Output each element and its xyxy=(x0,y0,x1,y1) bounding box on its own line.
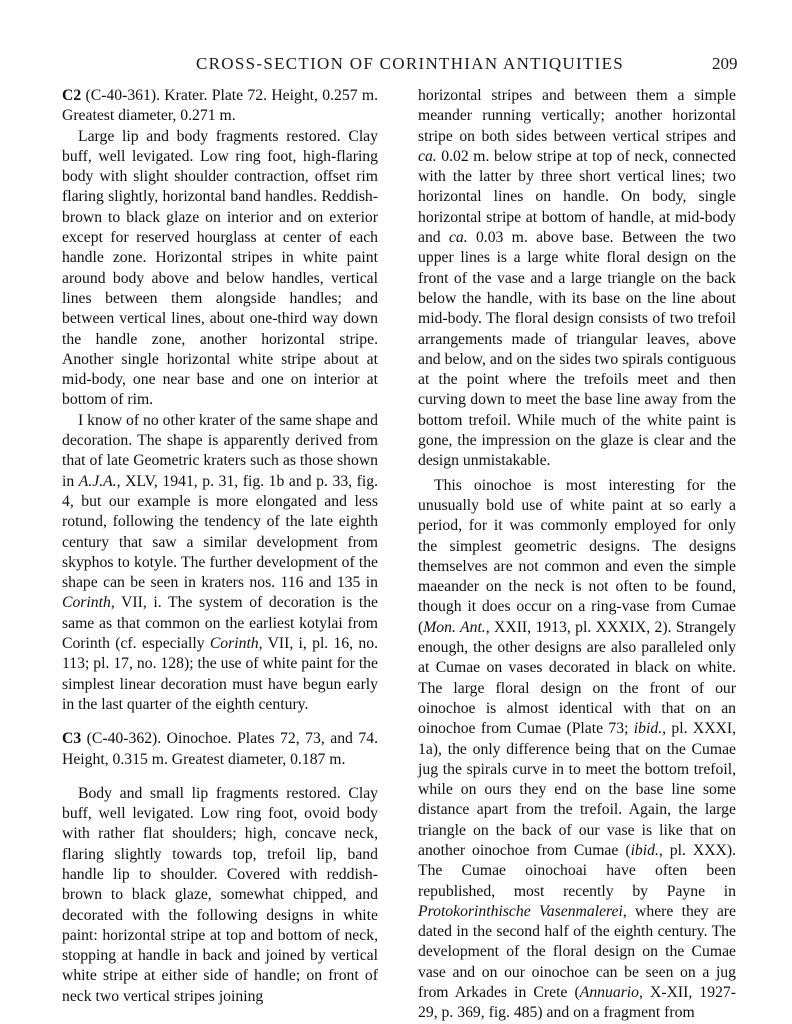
c2-discussion xyxy=(62,411,378,715)
journal-citation: A.J.A. xyxy=(78,472,117,490)
abbreviation: ca. xyxy=(418,147,437,165)
book-title: Protokorinthische Vasenmalerei xyxy=(418,902,623,920)
journal-citation: Annuario xyxy=(579,984,639,1002)
left-column xyxy=(62,86,378,1007)
page-number: 209 xyxy=(712,54,738,73)
right-column xyxy=(418,86,736,1024)
text-run: This oinochoe is most interesting for the unusually bold use of white paint at so early a period, for it was commonly employed for only the simplest geometric designs. The designs themselves are not common and even the simple maeander on the neck is not often to be found, though it does occur on a ring-vase from Cumae ( xyxy=(418,476,736,636)
c3-catalogue-number: C3 xyxy=(62,730,82,748)
c3-heading xyxy=(62,729,378,770)
c2-heading xyxy=(62,86,378,127)
c3-description-continued xyxy=(418,86,736,472)
c3-heading-text: (C-40-362). Oinochoe. Plates 72, 73, and 74. Height, 0.315 m. Greatest diameter, 0.187 m. xyxy=(62,730,378,768)
journal-citation: Mon. Ant. xyxy=(423,618,486,636)
abbreviation: ca. xyxy=(448,229,468,247)
c3-description: Body and small lip fragments restored. Clay buff, well levigated. Low ring foot, ovoid body with rather flat shoulders; high, concave neck, flaring slightly towards top, trefoil lip, band handle lip to shoulder. Covered with reddish-brown to black glaze, somewhat chipped, and decorated with the following designs in white paint: horizontal stripe at top and bottom of neck, stopping at handle in back and joined by vertical white stripe at either side of handle; on front of neck two vertical stripes joining xyxy=(62,784,378,1005)
text-run: , pl. XXX). The Cumae oinochoai have often been republished, most recently by Payne in xyxy=(418,841,736,900)
journal-citation: ibid. xyxy=(630,841,659,859)
text-run: , VII, i. The system of decoration is the same as that common on the earliest kotylai from Corinth (cf. especially xyxy=(62,594,378,653)
text-run: , pl. XXXI, 1a), the only difference being that on the Cumae jug the spirals curve in to meet the bottom trefoil, while on ours they end on the base line some distance apart from the trefoil. Again, the large triangle on the back of our vase is like that on another oinochoe from Cumae ( xyxy=(418,720,736,859)
text-run: 0.03 m. above base. Between the two upper lines is a large white floral design on the front of the vase and a large triangle on the back below the handle, with its base on the line about mid-body. The floral design consists of two trefoil arrangements made of triangular leaves, above and below, and on the sides two spirals contiguous at the point where the trefoils meet and then curving down to meet the base line away from the bottom trefoil. While much of the white paint is gone, the impression on the glaze is clear and the design unmistakable. xyxy=(418,229,736,470)
c2-catalogue-number: C2 xyxy=(62,87,82,104)
text-run: , X-XII, 1927-29, p. 369, fig. 485) and on a fragment from xyxy=(418,984,736,1022)
text-run: , XLV, 1941, p. 31, fig. 1b and p. 33, fig. 4, but our example is more elongated and less rotund, following the tendency of the late eighth century that saw a similar development from skyphos to kotyle. The further development of the shape can be seen in kraters nos. 116 and 135 in xyxy=(62,472,378,592)
journal-citation: Corinth xyxy=(62,594,111,612)
c2-description: Large lip and body fragments restored. Clay buff, well levigated. Low ring foot, high-flaring body with slight shoulder contraction, offset rim flaring slightly, horizontal band handles. Reddish-brown to black glaze on interior and on exterior except for reserved hourglass at center of each handle zone. Horizontal stripes in white paint around body above and below handles, vertical lines between them alongside handles; and between vertical lines, about one-third way down the handle zone, another horizontal stripe. Another single horizontal white stripe about at mid-body, one near base and one on interior at bottom of rim. xyxy=(62,127,378,409)
c3-discussion xyxy=(418,476,736,1024)
text-run: 0.02 m. below stripe at top of neck, connected with the latter by three short vertical lines; two horizontal lines on handle. On body, single horizontal stripe at bottom of handle, at mid-body and xyxy=(418,147,736,247)
text-run: , VII, i, pl. 16, no. 113; pl. 17, no. 128); the use of white paint for the simplest linear decoration must have begun early in the last quarter of the eighth century. xyxy=(62,635,378,713)
text-run: horizontal stripes and between them a simple meander running vertically; another horizontal stripe on both sides between vertical stripes and xyxy=(418,87,736,145)
journal-citation: Corinth xyxy=(209,635,259,653)
text-run: , where they are dated in the second half of the eighth century. The development of the floral design on the Cumae vase and on our oinochoe can be seen on a jug from Arkades in Crete ( xyxy=(418,902,736,1002)
text-run: , XXII, 1913, pl. XXXIX, 2). Strangely enough, the other designs are also paralleled only at Cumae on vases decorated in black on white. The large floral design on the front of our oinochoe is almost identical with that on an oinochoe from Cumae (Plate 73; xyxy=(418,618,736,738)
c2-heading-text: (C-40-361). Krater. Plate 72. Height, 0.257 m. Greatest diameter, 0.271 m. xyxy=(62,87,378,125)
running-title: CROSS-SECTION OF CORINTHIAN ANTIQUITIES xyxy=(196,54,625,73)
page-header xyxy=(0,54,792,78)
text-run: I know of no other krater of the same shape and decoration. The shape is apparently derived from that of late Geometric kraters such as those shown in xyxy=(62,411,378,490)
journal-citation: ibid. xyxy=(633,720,663,738)
